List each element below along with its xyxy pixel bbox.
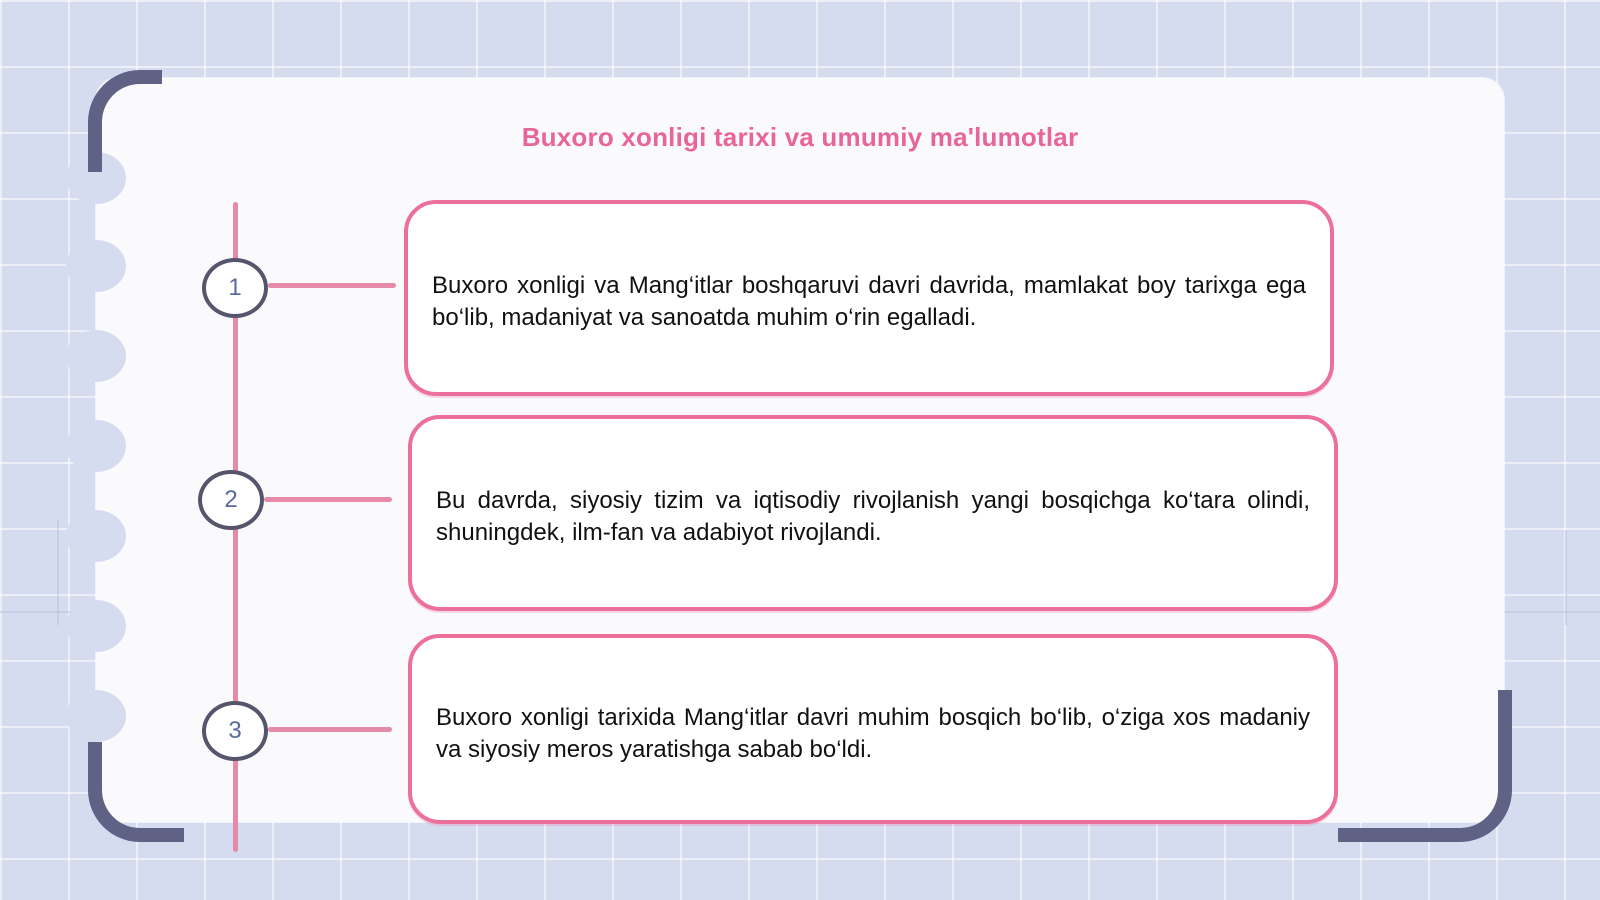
card-text: Buxoro xonligi va Mang‘itlar boshqaruvi davri davrida, mamlakat boy tarixga ega bo‘lib, madaniyat va sanoatda muhim o‘rin egalladi.: [432, 272, 1306, 331]
timeline-connector: [268, 283, 396, 288]
paper-notch: [66, 240, 126, 292]
timeline-card: [408, 415, 1338, 611]
slide-title: Buxoro xonligi tarixi va umumiy ma'lumotlar: [521, 122, 1079, 152]
corner-bracket-bottom-left: [88, 742, 184, 842]
step-number-badge: [198, 470, 264, 530]
paper-notch: [66, 690, 126, 742]
paper-notch: [66, 420, 126, 472]
step-number: 3: [228, 717, 242, 744]
timeline-connector: [264, 497, 392, 502]
step-number-badge: [202, 701, 268, 761]
paper-notch: [66, 600, 126, 652]
step-number: 2: [224, 486, 238, 513]
step-number: 1: [228, 274, 242, 301]
card-text: Buxoro xonligi tarixida Mang‘itlar davri muhim bosqich bo‘lib, o‘ziga xos madaniy va siyosiy meros yaratishga sabab bo‘ldi.: [436, 704, 1310, 763]
corner-bracket-top-left: [88, 70, 162, 172]
corner-bracket-bottom-right: [1338, 690, 1512, 842]
card-text: Bu davrda, siyosiy tizim va iqtisodiy rivojlanish yangi bosqichga ko‘tara olindi, shuningdek, ilm-fan va adabiyot rivojlandi.: [436, 487, 1310, 546]
paper-notch: [66, 330, 126, 382]
paper-notch: [66, 510, 126, 562]
timeline-card: [404, 200, 1334, 396]
step-number-badge: [202, 258, 268, 318]
timeline-card: [408, 634, 1338, 824]
timeline-connector: [268, 727, 392, 732]
